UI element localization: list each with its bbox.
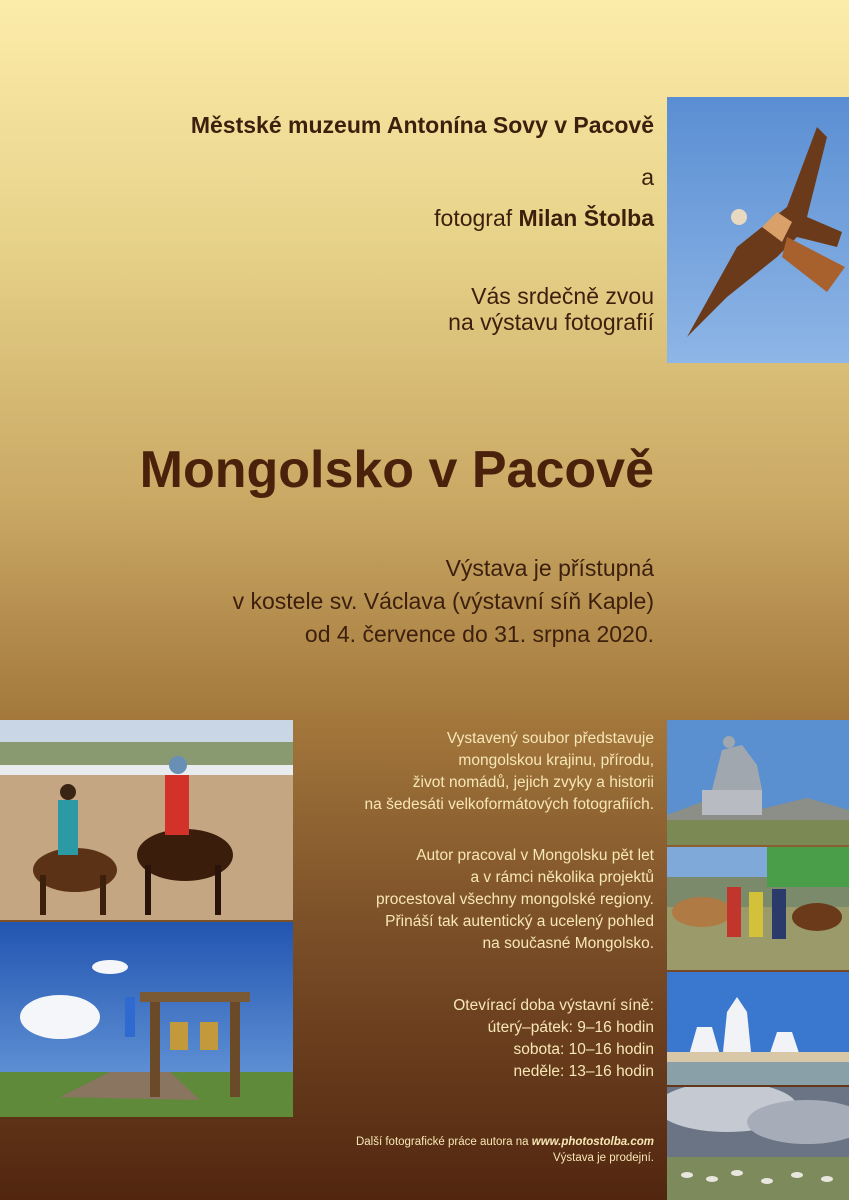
- footer: [274, 1134, 654, 1166]
- photographer-prefix: fotograf: [434, 205, 519, 231]
- hours-row: sobota: 10–16 hodin: [513, 1041, 654, 1058]
- venue-line-3: od 4. července do 31. srpna 2020.: [304, 621, 654, 647]
- author-info: [274, 845, 654, 955]
- venue-line-2: v kostele sv. Václava (výstavní síň Kaple): [232, 588, 654, 614]
- desc-line: mongolskou krajinu, přírodu,: [458, 752, 654, 769]
- prayer-wheel-photo: [0, 922, 293, 1117]
- invite-line-2: na výstavu fotografií: [448, 309, 654, 335]
- footer-sale-note: Výstava je prodejní.: [552, 1152, 654, 1164]
- author-line: a v rámci několika projektů: [470, 869, 654, 886]
- venue-info: [40, 552, 654, 651]
- statue-photo: [667, 720, 849, 845]
- author-line: procestoval všechny mongolské regiony.: [376, 891, 654, 908]
- author-line: Autor pracoval v Mongolsku pět let: [416, 847, 654, 864]
- website-link[interactable]: www.photostolba.com: [531, 1136, 654, 1148]
- invite-line-1: Vás srdečně zvou: [471, 283, 654, 309]
- invitation: [60, 283, 654, 335]
- photographer-name: Milan Štolba: [518, 205, 654, 231]
- hours-row: neděle: 13–16 hodin: [513, 1063, 654, 1080]
- author-line: na současné Mongolsko.: [482, 935, 654, 952]
- hours-heading: Otevírací doba výstavní síně:: [453, 997, 654, 1014]
- monastery-photo: [667, 972, 849, 1085]
- photographer-line: [60, 205, 654, 232]
- desc-line: Vystavený soubor představuje: [446, 730, 654, 747]
- eagle-photo: [667, 97, 849, 363]
- author-line: Přináší tak autentický a ucelený pohled: [385, 913, 654, 930]
- footer-prefix: Další fotografické práce autora na: [355, 1136, 532, 1148]
- herd-storm-photo: [667, 1087, 849, 1200]
- desc-line: život nomádů, jejich zvyky a historii: [412, 774, 654, 791]
- footer-website-line: [274, 1134, 654, 1150]
- conjunction: a: [641, 164, 654, 190]
- horse-riders-photo: [0, 720, 293, 920]
- venue-line-1: Výstava je přístupná: [445, 555, 654, 581]
- horse-race-kids-photo: [667, 847, 849, 970]
- opening-hours: [274, 995, 654, 1083]
- desc-line: na šedesáti velkoformátových fotografiích.: [364, 796, 654, 813]
- hours-row: úterý–pátek: 9–16 hodin: [487, 1019, 654, 1036]
- exhibition-title: Mongolsko v Pacově: [139, 441, 654, 499]
- exhibition-description: [274, 728, 654, 816]
- museum-name: Městské muzeum Antonína Sovy v Pacově: [190, 112, 654, 138]
